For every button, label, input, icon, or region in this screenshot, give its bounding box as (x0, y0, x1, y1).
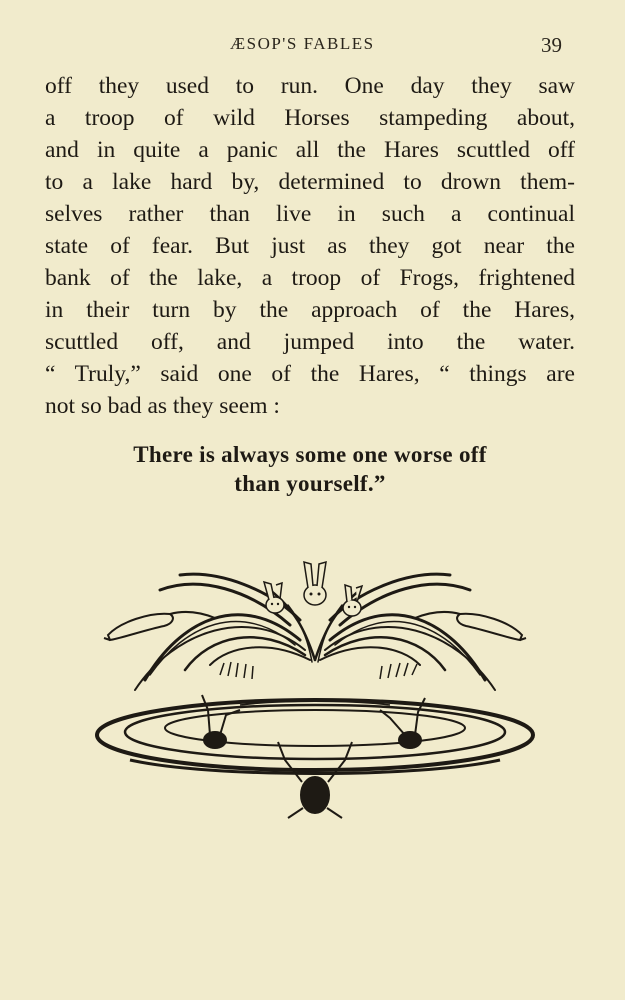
page-number: 39 (541, 33, 562, 57)
fable-paragraph (45, 70, 575, 422)
text-line: selves rather than live in such a continual (45, 201, 575, 227)
running-head: ÆSOP'S FABLES (230, 34, 375, 53)
hares-and-frogs-illustration (90, 550, 540, 835)
text-line: bank of the lake, a troop of Frogs, frightened (45, 265, 575, 291)
text-line: off they used to run. One day they saw (45, 73, 575, 99)
text-line: in their turn by the approach of the Hares, (45, 297, 575, 323)
text-line: not so bad as they seem : (45, 393, 280, 419)
text-line: to a lake hard by, determined to drown them- (45, 169, 575, 195)
text-line: state of fear. But just as they got near the (45, 233, 575, 259)
text-line: and in quite a panic all the Hares scuttled off (45, 137, 575, 163)
text-line: scuttled off, and jumped into the water. (45, 329, 575, 355)
moral-line: than yourself.” (234, 471, 386, 496)
moral-line: There is always some one worse off (133, 442, 487, 467)
text-line: “ Truly,” said one of the Hares, “ things are (45, 361, 575, 387)
moral-text (45, 440, 575, 498)
text-line: a troop of wild Horses stampeding about, (45, 105, 575, 131)
